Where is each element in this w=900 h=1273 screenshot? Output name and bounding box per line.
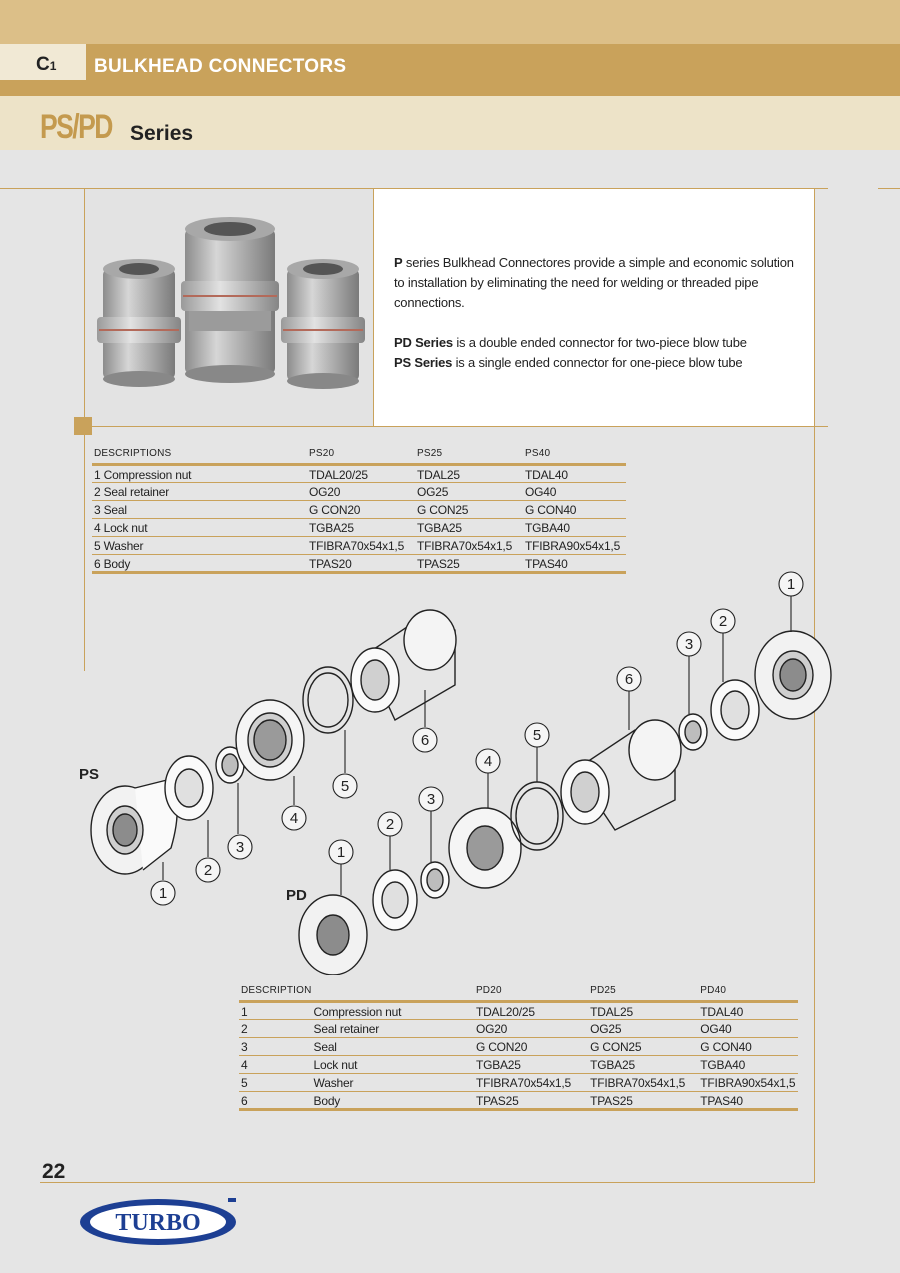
ps-table-cell: TGBA25 xyxy=(307,519,415,537)
callout-pd-1: 1 xyxy=(336,844,346,861)
ps-table-cell: TPAS20 xyxy=(307,555,415,573)
desc-ps-bold: PS Series xyxy=(394,355,453,370)
pd-header-cell: PD40 xyxy=(698,985,798,1002)
pd-table-cell: G CON20 xyxy=(474,1038,588,1056)
pd-table-cell: Lock nut xyxy=(312,1056,474,1074)
pd-table-row xyxy=(239,1056,798,1074)
top-band xyxy=(0,0,900,44)
ps-table-cell: TFIBRA90x54x1,5 xyxy=(523,537,626,555)
product-photo xyxy=(85,189,373,426)
pd-table-cell: 1 xyxy=(239,1002,312,1020)
ps-table-cell: TDAL40 xyxy=(523,465,626,483)
pd-diagram-label: PD xyxy=(286,887,307,904)
desc-pd-bold: PD Series xyxy=(394,335,453,350)
pd-table-cell: TGBA25 xyxy=(474,1056,588,1074)
callout-pd-4: 4 xyxy=(483,753,493,770)
ps-table-header xyxy=(92,448,626,465)
section-sub: 1 xyxy=(49,59,57,73)
ps-table-row xyxy=(92,519,626,537)
ps-table-cell: G CON25 xyxy=(415,501,523,519)
ps-table-cell: TGBA40 xyxy=(523,519,626,537)
callout-pd-5: 5 xyxy=(532,727,542,744)
section-marker xyxy=(74,417,92,435)
ps-table-body xyxy=(92,465,626,573)
exploded-diagram xyxy=(75,570,845,975)
callout-pd-6: 6 xyxy=(624,671,634,688)
ps-header-cell: DESCRIPTIONS xyxy=(92,448,307,465)
ps-seal-retainer xyxy=(165,756,213,820)
pd-seal-retainer-right xyxy=(711,680,759,740)
pd-compression-nut-left xyxy=(299,895,367,975)
callout-pd-2b: 2 xyxy=(718,613,728,630)
ps-table-cell: 2 Seal retainer xyxy=(92,483,307,501)
logo-text: TURBO xyxy=(115,1210,201,1236)
ps-table-row xyxy=(92,501,626,519)
ps-table-cell: 1 Compression nut xyxy=(92,465,307,483)
pd-table-body xyxy=(239,1002,798,1110)
pd-table-cell: TGBA25 xyxy=(588,1056,698,1074)
ps-table-row xyxy=(92,465,626,483)
pd-table-cell: TDAL40 xyxy=(698,1002,798,1020)
pd-seal-retainer-left xyxy=(373,870,417,930)
pd-spec-table xyxy=(239,985,798,1111)
series-code: PS/PD xyxy=(40,108,112,146)
pd-table-cell: Washer xyxy=(312,1074,474,1092)
callout-pd-1b: 1 xyxy=(786,576,796,593)
pd-table-cell: TDAL20/25 xyxy=(474,1002,588,1020)
callout-ps-5: 5 xyxy=(340,778,350,795)
ps-table-cell: OG25 xyxy=(415,483,523,501)
frame-top-line-right xyxy=(878,188,900,189)
pd-table-cell: 5 xyxy=(239,1074,312,1092)
pd-compression-nut-right xyxy=(755,631,831,719)
pd-table-cell: G CON25 xyxy=(588,1038,698,1056)
pd-table-row xyxy=(239,1038,798,1056)
desc-p-bold: P xyxy=(394,255,403,270)
ps-table-cell: OG20 xyxy=(307,483,415,501)
turbo-logo xyxy=(78,1196,242,1248)
pd-table-cell: TDAL25 xyxy=(588,1002,698,1020)
pd-washer xyxy=(511,782,563,850)
ps-table-cell: TDAL25 xyxy=(415,465,523,483)
callout-ps-1: 1 xyxy=(158,885,168,902)
photo-connector-left xyxy=(97,259,181,387)
pd-table-cell: TFIBRA90x54x1,5 xyxy=(698,1074,798,1092)
pd-table-cell: OG25 xyxy=(588,1020,698,1038)
pd-table-cell: TFIBRA70x54x1,5 xyxy=(588,1074,698,1092)
pd-header-cell: DESCRIPTION xyxy=(239,985,312,1002)
ps-table-cell: G CON20 xyxy=(307,501,415,519)
ps-spec-table xyxy=(92,448,626,574)
desc-ps-text: is a single ended connector for one-piece blow tube xyxy=(452,355,743,370)
callout-pd-2: 2 xyxy=(385,816,395,833)
ps-table-cell: 5 Washer xyxy=(92,537,307,555)
pd-header-cell: PD20 xyxy=(474,985,588,1002)
pd-table-row xyxy=(239,1020,798,1038)
pd-header-cell: PD25 xyxy=(588,985,698,1002)
callout-pd-3: 3 xyxy=(426,791,436,808)
pd-table-cell: 4 xyxy=(239,1056,312,1074)
callout-ps-6: 6 xyxy=(420,732,430,749)
desc-pd-text: is a double ended connector for two-piece blow tube xyxy=(452,335,747,350)
ps-header-cell: PS25 xyxy=(415,448,523,465)
pd-seal-right xyxy=(679,714,707,750)
pd-table-cell: TGBA40 xyxy=(698,1056,798,1074)
pd-table-row xyxy=(239,1074,798,1092)
pd-table-cell: Seal xyxy=(312,1038,474,1056)
pd-table-cell: Compression nut xyxy=(312,1002,474,1020)
ps-table-cell: G CON40 xyxy=(523,501,626,519)
ps-table-cell: 4 Lock nut xyxy=(92,519,307,537)
section-code: C1 xyxy=(36,54,57,75)
ps-table-row xyxy=(92,483,626,501)
pd-table-header xyxy=(239,985,798,1002)
photo-connector-right xyxy=(281,259,365,389)
pd-table-cell: Seal retainer xyxy=(312,1020,474,1038)
pd-table-cell: Body xyxy=(312,1092,474,1110)
callout-ps-2: 2 xyxy=(203,862,213,879)
pd-table-cell: G CON40 xyxy=(698,1038,798,1056)
ps-table-cell: TPAS40 xyxy=(523,555,626,573)
pd-table-cell: OG20 xyxy=(474,1020,588,1038)
ps-header-cell: PS20 xyxy=(307,448,415,465)
pd-table-cell: TPAS40 xyxy=(698,1092,798,1110)
frame-bottom-line xyxy=(40,1182,815,1183)
desc-p-text: series Bulkhead Connectores provide a simple and economic solution to installation by eliminating the need for welding or threaded pipe connections. xyxy=(394,255,794,310)
ps-body xyxy=(351,610,456,720)
callout-ps-4: 4 xyxy=(289,810,299,827)
pd-seal-left xyxy=(421,862,449,898)
pd-table-row xyxy=(239,1002,798,1020)
frame-mid-hline xyxy=(84,426,828,427)
ps-washer xyxy=(303,667,353,733)
ps-table-cell: OG40 xyxy=(523,483,626,501)
pd-table-cell: TPAS25 xyxy=(588,1092,698,1110)
ps-table-cell: TDAL20/25 xyxy=(307,465,415,483)
ps-table-cell: TFIBRA70x54x1,5 xyxy=(415,537,523,555)
pd-lock-nut xyxy=(449,808,521,888)
pd-body xyxy=(561,720,681,830)
ps-table-cell: TGBA25 xyxy=(415,519,523,537)
pd-header-cell xyxy=(312,985,474,1002)
callout-ps-3: 3 xyxy=(235,839,245,856)
ps-header-cell: PS40 xyxy=(523,448,626,465)
pd-table-cell: 2 xyxy=(239,1020,312,1038)
ps-lock-nut xyxy=(236,700,304,780)
pd-table-cell: OG40 xyxy=(698,1020,798,1038)
description-text xyxy=(394,253,804,373)
pd-table-cell: 6 xyxy=(239,1092,312,1110)
callout-pd-3b: 3 xyxy=(684,636,694,653)
series-label: Series xyxy=(130,122,194,145)
section-title: BULKHEAD CONNECTORS xyxy=(94,56,347,77)
ps-table-cell: 3 Seal xyxy=(92,501,307,519)
ps-table-cell: TPAS25 xyxy=(415,555,523,573)
ps-table-cell: 6 Body xyxy=(92,555,307,573)
pd-table-cell: TFIBRA70x54x1,5 xyxy=(474,1074,588,1092)
ps-compression-nut xyxy=(91,780,177,874)
page-number: 22 xyxy=(42,1160,66,1183)
ps-table-row xyxy=(92,537,626,555)
pd-table-row xyxy=(239,1092,798,1110)
ps-table-cell: TFIBRA70x54x1,5 xyxy=(307,537,415,555)
pd-table-cell: TPAS25 xyxy=(474,1092,588,1110)
ps-diagram-label: PS xyxy=(79,766,100,783)
photo-connector-middle xyxy=(181,217,279,383)
pd-table-cell: 3 xyxy=(239,1038,312,1056)
